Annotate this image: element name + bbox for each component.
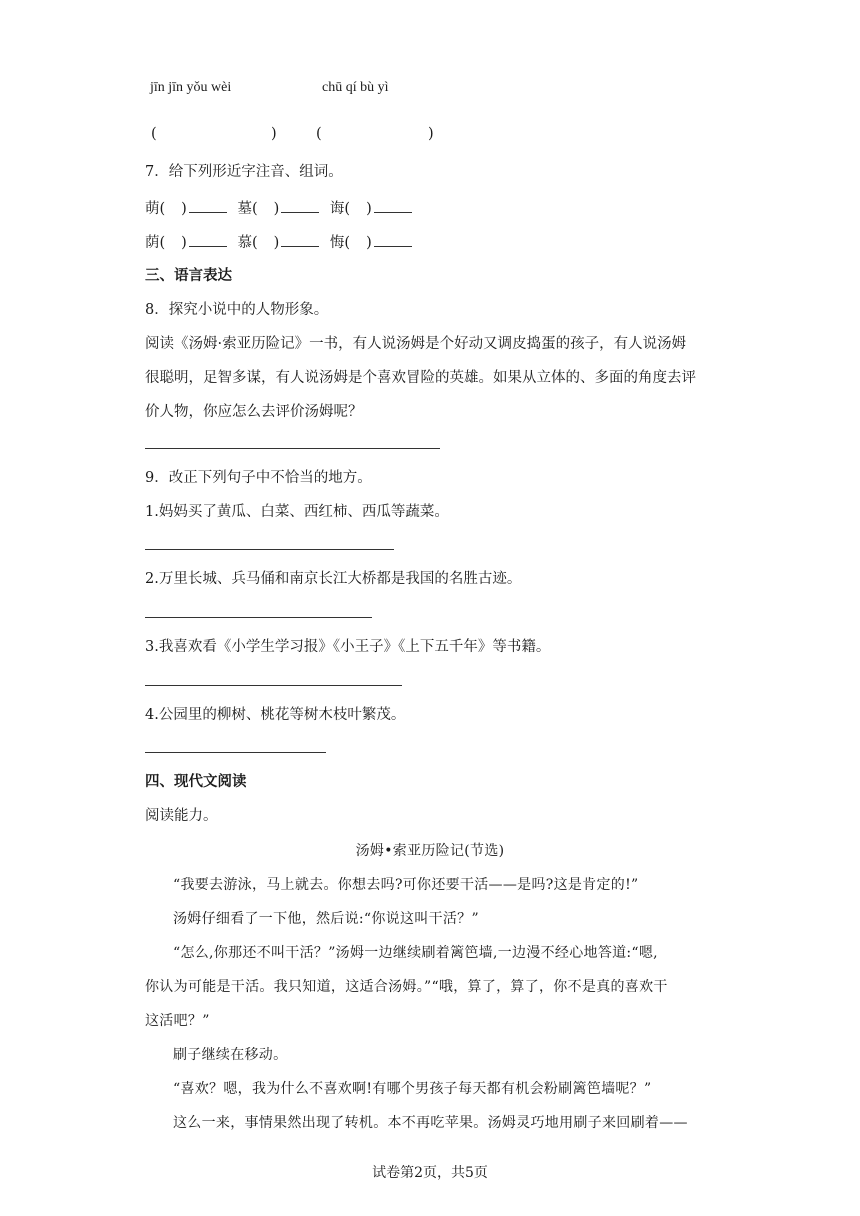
answer-paren-open-2: ( (316, 126, 322, 142)
answer-blank[interactable] (281, 198, 319, 213)
answer-blank[interactable] (374, 198, 412, 213)
q7-close: ) (181, 201, 187, 217)
answer-blank[interactable] (281, 232, 319, 247)
answer-blank[interactable] (189, 198, 227, 213)
pinyin-1: jīn jīn yǒu wèi (150, 80, 232, 95)
passage-title: 汤姆•索亚历险记(节选) (355, 843, 505, 859)
passage-line-2: 汤姆仔细看了一下他，然后说:“你说这叫干活？” (173, 911, 479, 927)
passage-line-8: 这么一来，事情果然出现了转机。本不再吃苹果。汤姆灵巧地用刷子来回刷着—— (173, 1115, 688, 1131)
q7-row-2 (145, 232, 414, 253)
q7-close: ) (181, 235, 187, 251)
q9-answer-line-4[interactable] (145, 752, 326, 753)
q7-title: 7．给下列形近字注音、组词。 (145, 164, 343, 180)
passage-line-5: 这活吧？” (145, 1013, 210, 1029)
q7-close: ) (366, 201, 372, 217)
page-footer: 试卷第2页，共5页 (372, 1165, 488, 1181)
passage-line-3: “怎么,你那还不叫干活？”汤姆一边继续刷着篱笆墙,一边漫不经心地答道:“嗯, (173, 945, 658, 961)
q9-answer-line-3[interactable] (145, 685, 402, 686)
q7-close: ) (273, 201, 280, 217)
pinyin-2: chū qí bù yì (322, 80, 389, 95)
q9-item-2: 2.万里长城、兵马俑和南京长江大桥都是我国的名胜古迹。 (145, 571, 522, 587)
section-heading-3: 三、语言表达 (145, 267, 232, 284)
q9-answer-line-1[interactable] (145, 549, 394, 550)
passage-line-4: 你认为可能是干活。我只知道，这适合汤姆。”“哦，算了，算了，你不是真的喜欢干 (145, 979, 668, 995)
answer-blank[interactable] (374, 232, 412, 247)
q9-title: 9．改正下列句子中不恰当的地方。 (145, 470, 372, 486)
section-heading-4: 四、现代文阅读 (145, 773, 247, 790)
q8-line-3: 价人物，你应怎么去评价汤姆呢？ (145, 404, 363, 420)
answer-paren-close-1: ) (271, 126, 277, 142)
q7-char-hui: 诲( (329, 201, 351, 217)
passage-line-6: 刷子继续在移动。 (173, 1047, 288, 1063)
q7-close: ) (366, 235, 372, 251)
answer-blank[interactable] (189, 232, 227, 247)
q7-char-meng: 萌( (145, 201, 166, 217)
answer-paren-close-2: ) (428, 126, 434, 142)
q7-close: ) (273, 235, 280, 251)
q8-title: 8．探究小说中的人物形象。 (145, 302, 329, 318)
q9-item-3: 3.我喜欢看《小学生学习报》《小王子》《上下五千年》等书籍。 (145, 639, 551, 655)
q8-answer-line[interactable] (145, 448, 440, 449)
passage-line-7: “喜欢？嗯，我为什么不喜欢啊!有哪个男孩子每天都有机会粉刷篱笆墙呢？” (173, 1081, 652, 1097)
answer-paren-open-1: ( (151, 126, 157, 142)
reading-intro: 阅读能力。 (145, 808, 218, 824)
q8-line-1: 阅读《汤姆·索亚历险记》一书，有人说汤姆是个好动又调皮捣蛋的孩子，有人说汤姆 (145, 336, 687, 352)
q9-answer-line-2[interactable] (145, 617, 372, 618)
q7-char-hui2: 悔( (329, 235, 351, 251)
q9-item-1: 1.妈妈买了黄瓜、白菜、西红柿、西瓜等蔬菜。 (145, 504, 449, 520)
q9-item-4: 4.公园里的柳树、桃花等树木枝叶繁茂。 (145, 707, 406, 723)
q8-line-2: 很聪明，足智多谋，有人说汤姆是个喜欢冒险的英雄。如果从立体的、多面的角度去评 (145, 370, 696, 386)
passage-line-1: “我要去游泳，马上就去。你想去吗?可你还要干活——是吗?这是肯定的!” (173, 877, 639, 893)
q7-char-mu2: 慕( (237, 235, 258, 251)
q7-row-1 (145, 198, 414, 219)
q7-char-mu: 墓( (237, 201, 258, 217)
q7-char-yin: 荫( (145, 235, 166, 251)
